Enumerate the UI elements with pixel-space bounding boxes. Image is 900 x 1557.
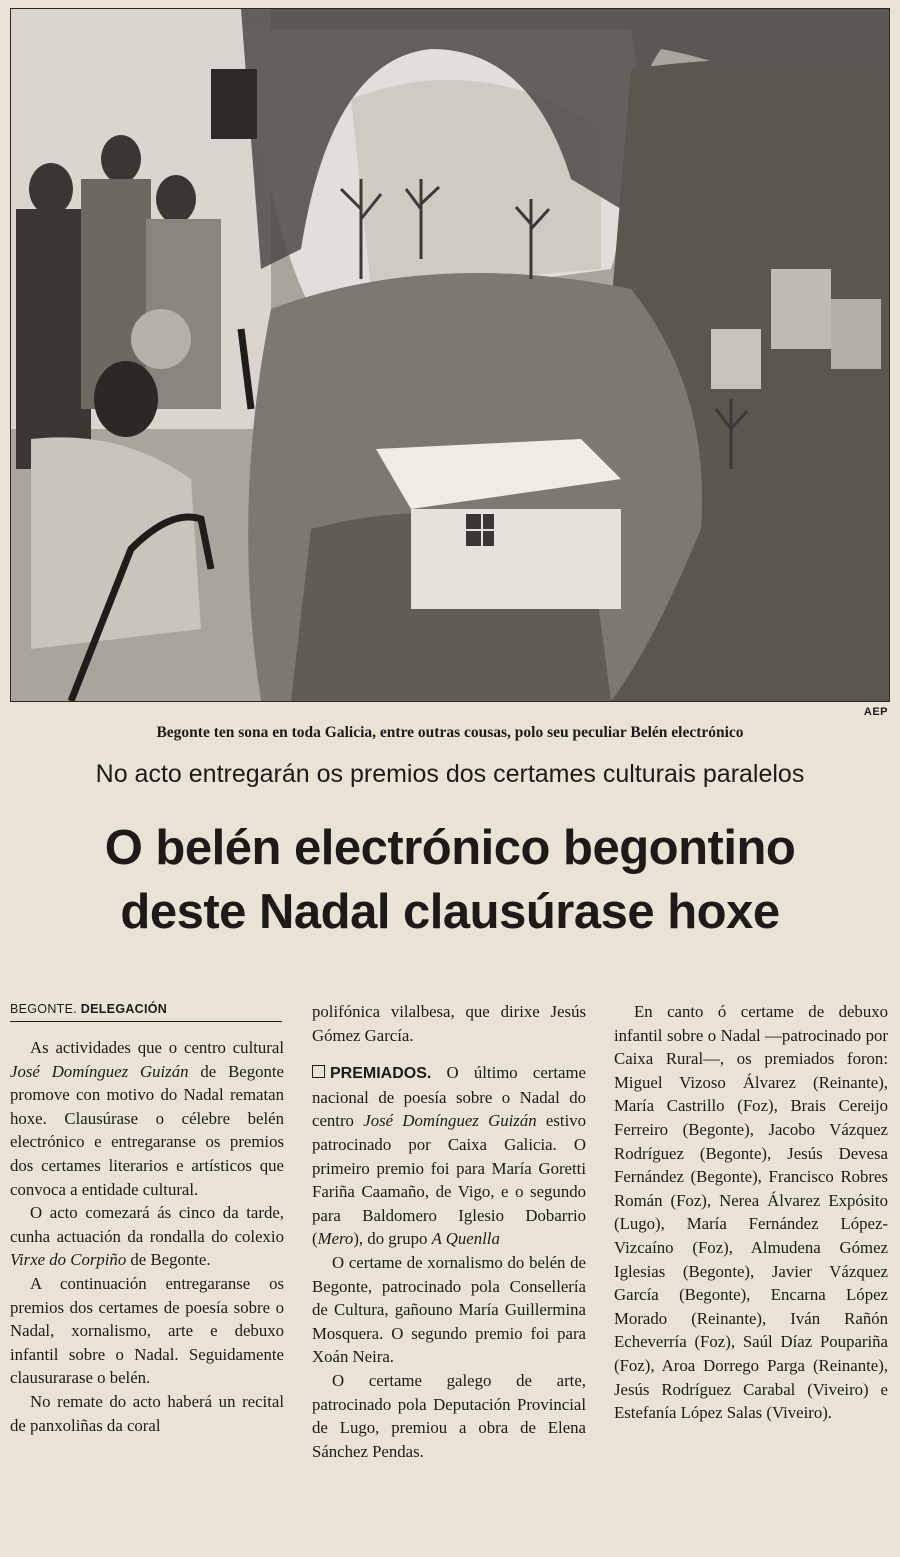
article-column-3 <box>614 1000 888 1425</box>
paragraph: As actividades que o centro cultural José Domínguez Guizán de Begonte promove con motivo do Nadal rematan hoxe. Clausúrase o célebre belén electrónico e entregaranse os premios dos certames literarios e artísticos que convoca a entidade cultural. <box>10 1038 285 1199</box>
nativity-scene-photo <box>11 9 889 701</box>
paragraph: PREMIADOS. O último certame nacional de poesía sobre o Nadal do centro José Domínguez Guizán estivo patrocinado por Caixa Galicia. O primeiro premio foi para María Goretti Fariña Caamaño, de Vigo, e o segundo para Baldomero Iglesio Dobarrio (Mero), do grupo A Quenlla <box>312 1063 587 1249</box>
news-photo <box>10 8 890 702</box>
paragraph: polifónica vilalbesa, que dirixe Jesús Gómez García. <box>312 1002 586 1045</box>
subheading-premiados: PREMIADOS. <box>330 1065 432 1083</box>
photo-caption: Begonte ten sona en toda Galicia, entre outras cousas, polo seu peculiar Belén electrónico <box>156 724 744 741</box>
paragraph: No remate do acto haberá un recital de panxoliñas da coral <box>10 1391 284 1435</box>
article-column-2 <box>312 1000 586 1463</box>
paragraph: O acto comezará ás cinco da tarde, cunha actuación da rondalla do colexio Virxe do Corpiño de Begonte. <box>10 1203 284 1270</box>
article-column-1 <box>10 1000 284 1437</box>
headline-line-2: deste Nadal clausúrase hoxe <box>120 885 780 939</box>
headline <box>0 816 900 944</box>
byline-source: DELEGACIÓN <box>80 1002 168 1016</box>
paragraph: O certame de xornalismo do belén de Begonte, patrocinado pola Consellería de Cultura, gañouno María Guillermina Mosquera. O segundo premio foi para Xoán Neira. <box>312 1252 586 1367</box>
checkbox-bullet-icon <box>312 1065 325 1078</box>
paragraph: En canto ó certame de debuxo infantil sobre o Nadal —patrocinado por Caixa Rural—, os premiados foron: Miguel Vizoso Álvarez (Reinante), María Castrillo (Foz), Brais Cereijo Ferreiro (Begonte), Jacobo Vázquez Rodríguez (Begonte), Jesús Devesa Fernández (Begonte), Francisco Robres Román (Foz), Nerea Álvarez Expósito (Lugo), María Fernández López-Vizcaíno (Foz), Almudena Gómez Iglesias (Begonte), Javier Vázquez García (Begonte), Encarna López Morado (Reinante), Iván Rañón Echeverría (Foz), Saúl Díaz Poupariña (Foz), Aroa Dorrego Parga (Reinante), Jesús Rodríguez Carabal (Viveiro) e Estefanía López Salas (Viveiro). <box>614 1002 888 1423</box>
headline-line-1: O belén electrónico begontino <box>104 821 796 875</box>
byline-place: BEGONTE. <box>10 1002 77 1016</box>
paragraph: O certame galego de arte, patrocinado pola Deputación Provincial de Lugo, premiou a obra de Elena Sánchez Pendas. <box>312 1370 586 1461</box>
byline <box>10 1000 282 1022</box>
paragraph: A continuación entregaranse os premios dos certames de poesía sobre o Nadal, xornalismo, arte e debuxo infantil sobre o Nadal. Seguidamente clausurarase o belén. <box>10 1273 284 1388</box>
kicker: No acto entregarán os premios dos certames culturais paralelos <box>95 760 805 788</box>
photo-credit: AEP <box>863 706 888 718</box>
